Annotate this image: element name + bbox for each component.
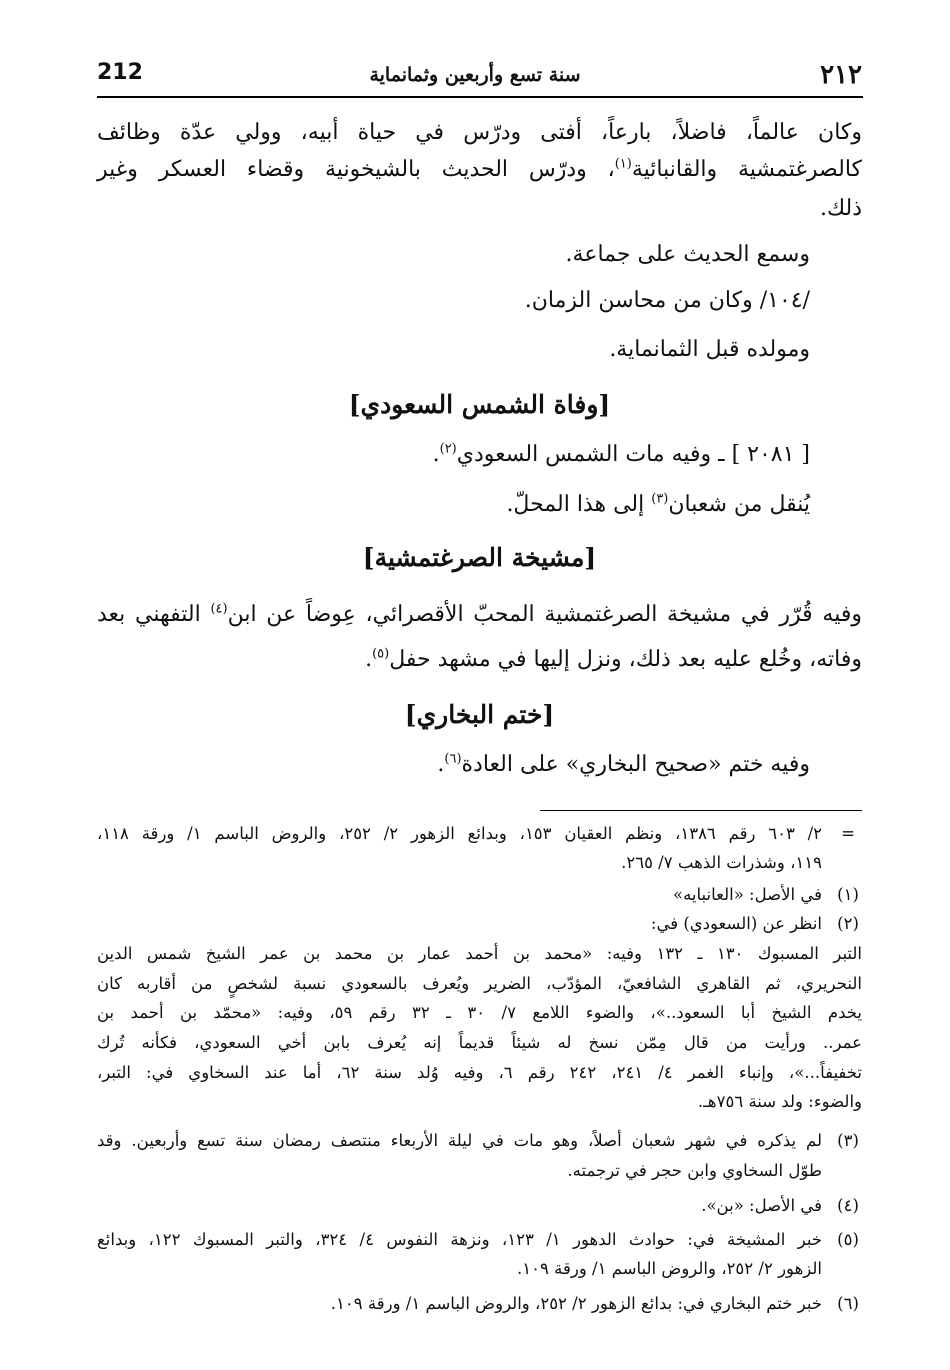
footnote-line: طوّل السخاوي وابن حجر في ترجمته. [567,1161,822,1180]
entry-line: يُنقل من شعبان$^{(٣)}$ إلى هذا المحلّ. [506,491,810,517]
footnote-line: والضوء: ولد سنة ٧٥٦هـ. [697,1092,862,1111]
section-heading: [ختم البخاري] [404,700,555,729]
paragraph-line: وفيه ختم «صحيح البخاري» على العادة$^{(٦)}$. [437,751,810,777]
page-number-latin: 212 [97,60,143,85]
footnote-rule [540,810,862,811]
footnote-ref: (٥) [372,646,390,662]
footnote-line: في الأصل: «العانبايه» [672,885,822,904]
footnote-marker: (٣) [837,1131,859,1150]
footnote-marker: (٦) [837,1294,859,1313]
entry-line: [ ٢٠٨١ ] ـ وفيه مات الشمس السعودي$^{(٢)}$. [432,441,810,467]
footnote-line: الزهور ٢/ ٢٥٢، والروض الباسم ١/ ورقة ١٠٩. [517,1259,822,1278]
footnote-line: النحريري، ثم القاهري الشافعيّ، المؤدّب، الضرير ويُعرف بالسعودي نسبة لشخصٍ من أقاربه كان [97,974,862,993]
footnote-marker: (١) [837,885,859,904]
paragraph-line: وفيه قُرّر في مشيخة الصرغتمشية المحبّ الأقصرائي، عِوضاً عن ابن$^{(٤)}$ التفهني بعد [97,601,862,627]
paragraph-line: وكان عالماً، فاضلاً، بارعاً، أفتى ودرّس في حياة أبيه، وولي عدّة وظائف [97,120,862,145]
footnote-line: في الأصل: «بن». [701,1196,822,1215]
footnote-line: يخدم الشيخ أبا السعود..»، والضوء اللامع ٧/ ٣٠ ـ ٣٢ رقم ٥٩، وفيه: «محمّد بن أحمد بن [97,1003,862,1022]
paragraph-line: وسمع الحديث على جماعة. [565,242,810,267]
footnote-ref: (١) [614,156,632,172]
footnote-marker: (٢) [837,914,859,933]
footnote-ref: (٢) [439,441,457,457]
paragraph-line: كالصرغتمشية والقانبائية$^{(١)}$، ودرّس الحديث بالشيخونية وقضاء العسكر وغير [97,156,863,182]
footnote-ref: (٣) [651,491,669,507]
paragraph-line: /١٠٤/ وكان من محاسن الزمان. [524,288,810,313]
footnote-line: التبر المسبوك ١٣٠ ـ ١٣٢ وفيه: «محمد بن أحمد عمار بن محمد بن عمر الشيخ شمس الدين [97,944,863,963]
running-title: سنة تسع وأربعين وثمانماية [369,64,581,86]
footnote-ref: (٤) [210,601,228,617]
footnote-line: ١١٩، وشذرات الذهب ٧/ ٢٦٥. [621,853,822,872]
paragraph-line: ذلك. [819,196,862,221]
footnote-marker: = [841,824,855,843]
footnote-marker: (٤) [837,1196,859,1215]
footnote-line: لم يذكره في شهر شعبان أصلاً، وهو مات في ليلة الأربعاء منتصف رمضان سنة تسع وأربعين. وقد [97,1131,822,1150]
footnote-marker: (٥) [837,1230,859,1249]
footnote-line: عمر.. ورأيت من قال مِمّن نسخ له شيئاً قديماً إنه يُعرف بابن أخي السعودي، فكأنه تُرك [97,1033,862,1052]
header-rule [97,96,863,98]
footnote-line: انظر عن (السعودي) في: [650,914,822,933]
section-heading: [وفاة الشمس السعودي] [348,390,611,419]
section-heading: [مشيخة الصرغتمشية] [362,543,597,572]
footnote-line: خبر المشيخة في: حوادث الدهور ١/ ١٢٣، ونزهة النفوس ٤/ ٣٢٤، والتبر المسبوك ١٢٢، وبدائع [97,1230,822,1249]
footnote-line: تخفيفاً...»، وإنباء الغمر ٤/ ٢٤١، ٢٤٢ رقم ٦، وفيه وُلد سنة ٦٢، أما عند السخاوي في: التبر، [97,1063,863,1082]
paragraph-line: ومولده قبل الثمانماية. [609,337,810,362]
footnote-ref: (٦) [444,751,462,767]
paragraph-line: وفاته، وخُلع عليه بعد ذلك، ونزل إليها في مشهد حفل$^{(٥)}$. [365,646,862,672]
footnote-line: خبر ختم البخاري في: بدائع الزهور ٢/ ٢٥٢، والروض الباسم ١/ ورقة ١٠٩. [330,1294,822,1313]
page-number-arabic: ٢١٢ [820,60,862,90]
footnote-line: ٢/ ٦٠٣ رقم ١٣٨٦، ونظم العقيان ١٥٣، وبدائع الزهور ٢/ ٢٥٢، والروض الباسم ١/ ورقة ١١٨، [97,824,823,843]
